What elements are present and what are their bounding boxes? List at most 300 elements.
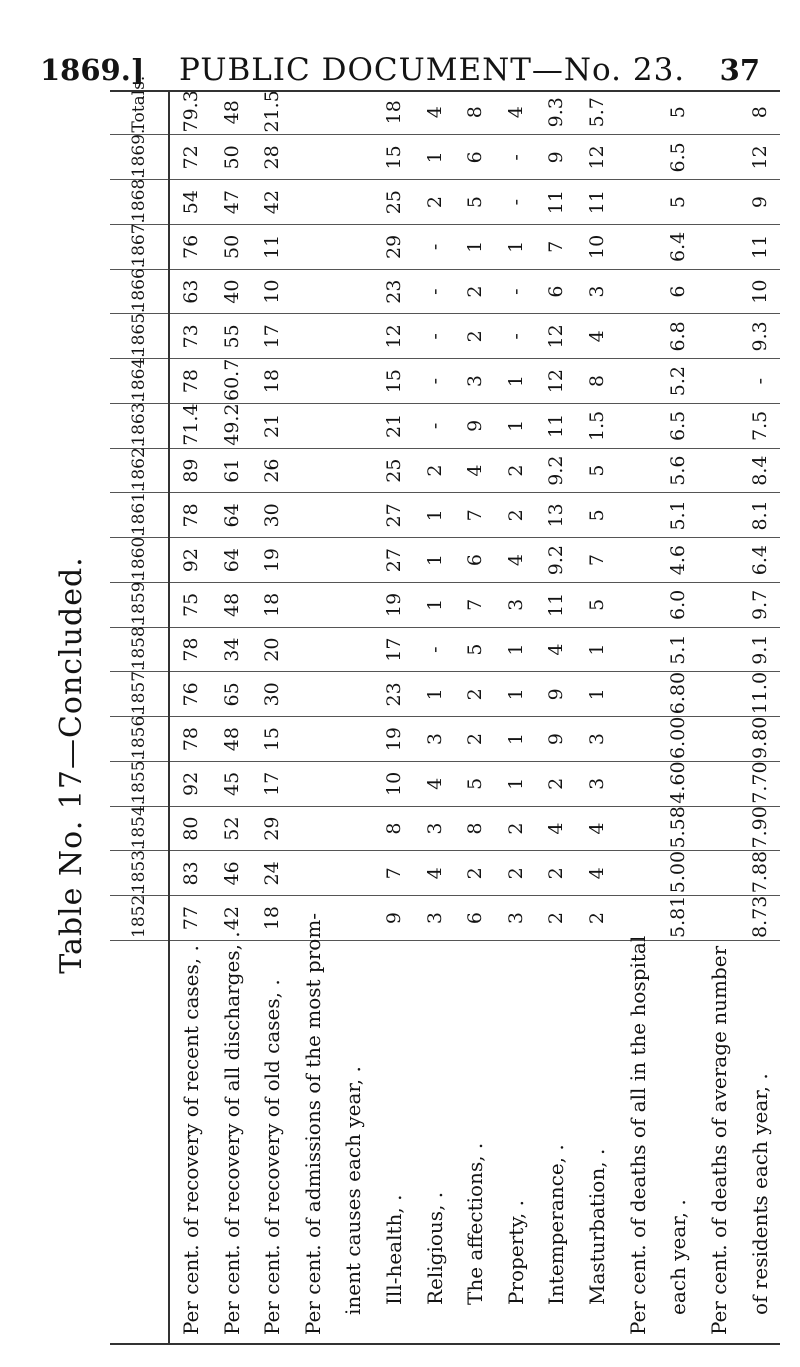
table-cell: 3 (577, 762, 618, 807)
table-cell (699, 225, 740, 270)
table-cell: 12 (577, 135, 618, 180)
table-cell: 5.7 (577, 90, 618, 135)
table-cell: 89 (169, 448, 211, 493)
year-column-header: 1855. (110, 762, 169, 807)
table-cell: 29 (374, 225, 415, 270)
table-cell (617, 135, 658, 180)
table-cell: 25 (374, 180, 415, 225)
table-cell: 7 (455, 493, 496, 538)
table-cell: 12 (374, 314, 415, 359)
table-cell: 42 (211, 896, 252, 941)
table-cell: 4 (414, 90, 455, 135)
table-cell: 7.90 (739, 806, 780, 851)
table-cell: 5.2 (658, 359, 699, 404)
row-label: inent causes each year, . (341, 1066, 366, 1315)
year-column-header: 1865. (110, 314, 169, 359)
table-cell: 48 (211, 717, 252, 762)
table-cell: 78 (169, 493, 211, 538)
table-cell: 5.1 (658, 493, 699, 538)
table-cell: 2 (455, 314, 496, 359)
table-cell (333, 538, 374, 583)
table-cell: 11 (577, 180, 618, 225)
row-label: Per cent. of recovery of recent cases, . (178, 945, 203, 1335)
table-cell: 80 (169, 806, 211, 851)
table-cell (293, 314, 334, 359)
row-label: Per cent. of recovery of all discharges, . (219, 931, 244, 1335)
table-cell (293, 851, 334, 896)
table-cell: 17 (374, 627, 415, 672)
table-cell (699, 717, 740, 762)
table-cell: - (496, 180, 537, 225)
table-cell: 20 (252, 627, 293, 672)
table-cell: 9 (536, 717, 577, 762)
table-cell: 2 (455, 269, 496, 314)
table-cell: 2 (414, 448, 455, 493)
table-cell: 3 (577, 717, 618, 762)
table-cell: - (414, 359, 455, 404)
table-cell: 3 (577, 269, 618, 314)
row-label: Per cent. of deaths of all in the hospital (625, 935, 650, 1335)
table-cell: 40 (211, 269, 252, 314)
table-cell: 63 (169, 269, 211, 314)
table-cell: 1 (496, 404, 537, 449)
table-cell (293, 359, 334, 404)
header-page-number: 37 (719, 53, 760, 87)
table-cell: 7 (455, 583, 496, 628)
row-label: Per cent. of admissions of the most prom- (300, 912, 325, 1335)
table-cell (617, 225, 658, 270)
header-year: 1869.] (40, 53, 145, 87)
table-cell: 4 (455, 448, 496, 493)
table-cell (699, 359, 740, 404)
table-cell: 9.3 (536, 90, 577, 135)
table-cell: 9.3 (739, 314, 780, 359)
table-cell: 76 (169, 225, 211, 270)
table-cell: 11 (739, 225, 780, 270)
table-cell (333, 135, 374, 180)
year-column-header: 1859. (110, 583, 169, 628)
table-cell: 78 (169, 717, 211, 762)
table-cell: 77 (169, 896, 211, 941)
table-cell: 2 (536, 896, 577, 941)
table-cell: 5 (577, 448, 618, 493)
table-cell: 27 (374, 493, 415, 538)
table-cell: 8 (374, 806, 415, 851)
table-cell: 1 (414, 583, 455, 628)
table-cell (699, 896, 740, 941)
table-cell: 11 (536, 180, 577, 225)
table-row (536, 90, 577, 1345)
table-cell (333, 493, 374, 538)
table-cell (293, 806, 334, 851)
table-cell: 19 (374, 717, 415, 762)
table-cell: 4 (496, 538, 537, 583)
row-label: Masturbation, . (585, 1148, 610, 1305)
table-cell: 50 (211, 225, 252, 270)
table-cell: 64 (211, 493, 252, 538)
table-cell: 1 (414, 538, 455, 583)
row-label: each year, . (666, 1199, 691, 1315)
table-row (496, 90, 537, 1345)
table-cell: 1 (577, 627, 618, 672)
table-cell (333, 404, 374, 449)
table-cell: 6 (455, 538, 496, 583)
table-cell (293, 627, 334, 672)
table-cell: 9.2 (536, 448, 577, 493)
table-cell: 61 (211, 448, 252, 493)
table-cell: 17 (252, 314, 293, 359)
table-cell: 75 (169, 583, 211, 628)
table-cell: 6.4 (658, 225, 699, 270)
table-cell: 9 (536, 672, 577, 717)
table-cell: 12 (536, 314, 577, 359)
table-cell (293, 717, 334, 762)
table-cell: 6.5 (658, 135, 699, 180)
table-cell (617, 269, 658, 314)
table-cell: 3 (414, 806, 455, 851)
table-cell: 8.1 (739, 493, 780, 538)
year-column-header: 1857. (110, 672, 169, 717)
table-cell: 60.7 (211, 359, 252, 404)
table-cell (617, 493, 658, 538)
table-cell: 6 (455, 135, 496, 180)
table-cell: 7 (536, 225, 577, 270)
year-column-header: 1860. (110, 538, 169, 583)
table-cell: 6 (536, 269, 577, 314)
table-cell: 21 (374, 404, 415, 449)
year-column-header: 1869. (110, 135, 169, 180)
table-cell (333, 90, 374, 135)
table-cell: 5.58 (658, 806, 699, 851)
table-cell: 1.5 (577, 404, 618, 449)
table-cell (617, 538, 658, 583)
table-cell: 47 (211, 180, 252, 225)
table-cell (333, 762, 374, 807)
table-cell: 1 (414, 672, 455, 717)
table-cell: 5 (577, 493, 618, 538)
table-cell: 4 (496, 90, 537, 135)
table-cell: 5 (658, 90, 699, 135)
table-cell: 30 (252, 493, 293, 538)
table-cell: 6 (455, 896, 496, 941)
table-cell: 92 (169, 762, 211, 807)
table-cell (617, 404, 658, 449)
table-cell (617, 583, 658, 628)
table-cell: 7 (374, 851, 415, 896)
table-cell: 10 (252, 269, 293, 314)
table-cell: 5.6 (658, 448, 699, 493)
table-cell: - (739, 359, 780, 404)
table-cell: 4.60 (658, 762, 699, 807)
row-label: Per cent. of recovery of old cases, . (260, 979, 285, 1335)
table-cell: 1 (414, 493, 455, 538)
table-cell (293, 180, 334, 225)
row-label: Intemperance, . (544, 1144, 569, 1305)
table-cell: 45 (211, 762, 252, 807)
table-row (293, 90, 334, 1345)
table-body (169, 90, 780, 1345)
table-cell: 65 (211, 672, 252, 717)
table-cell: 17 (252, 762, 293, 807)
table-cell: 6.00 (658, 717, 699, 762)
table-cell: 28 (252, 135, 293, 180)
table-row (252, 90, 293, 1345)
table-cell: 10 (739, 269, 780, 314)
table-cell: 34 (211, 627, 252, 672)
table-cell: 1 (414, 135, 455, 180)
table-cell: 1 (496, 627, 537, 672)
table-cell: 52 (211, 806, 252, 851)
table-cell: 23 (374, 269, 415, 314)
table-row (455, 90, 496, 1345)
table-cell (333, 806, 374, 851)
table-cell: 2 (496, 851, 537, 896)
table-cell: 5.00 (658, 851, 699, 896)
table-cell: 4 (414, 762, 455, 807)
table-cell (699, 493, 740, 538)
table-cell (699, 90, 740, 135)
table-cell: 8 (739, 90, 780, 135)
table-cell: 18 (374, 90, 415, 135)
table-cell: 23 (374, 672, 415, 717)
table-cell: 5.81 (658, 896, 699, 941)
table-cell: 72 (169, 135, 211, 180)
table-row (577, 90, 618, 1345)
table-cell (293, 90, 334, 135)
table-cell: 12 (536, 359, 577, 404)
table-cell: 5 (577, 583, 618, 628)
table-cell: 46 (211, 851, 252, 896)
table-cell: 21.5 (252, 90, 293, 135)
table-cell: 9 (536, 135, 577, 180)
table-cell (333, 896, 374, 941)
table-cell: 92 (169, 538, 211, 583)
table-cell (293, 225, 334, 270)
table-cell: 7.88 (739, 851, 780, 896)
table-cell: 10 (374, 762, 415, 807)
table-cell (333, 225, 374, 270)
table-cell: 1 (496, 225, 537, 270)
table-cell: 21 (252, 404, 293, 449)
table-row (739, 90, 780, 1345)
table-cell: 1 (496, 672, 537, 717)
table-cell (293, 672, 334, 717)
table-cell: 8 (577, 359, 618, 404)
table-cell: - (496, 135, 537, 180)
table-cell: 9 (374, 896, 415, 941)
table-row (658, 90, 699, 1345)
table-cell: 1 (496, 762, 537, 807)
table-cell (333, 269, 374, 314)
table-cell: 19 (252, 538, 293, 583)
table-cell (293, 583, 334, 628)
row-label: Per cent. of deaths of average number (706, 945, 731, 1335)
year-column-header: 1868. (110, 180, 169, 225)
table-cell: 15 (374, 359, 415, 404)
table-cell (699, 135, 740, 180)
table-cell: 78 (169, 359, 211, 404)
table-cell (617, 672, 658, 717)
table-cell: 2 (455, 851, 496, 896)
table-cell (699, 314, 740, 359)
table-cell: 9.1 (739, 627, 780, 672)
table-cell: 73 (169, 314, 211, 359)
table-cell: 29 (252, 806, 293, 851)
table-cell (699, 404, 740, 449)
table-cell (293, 762, 334, 807)
table-row (699, 90, 740, 1345)
table-cell (293, 269, 334, 314)
table-cell: 11 (252, 225, 293, 270)
table-cell: 3 (414, 896, 455, 941)
table-cell (617, 448, 658, 493)
table-row (333, 90, 374, 1345)
table-cell: 2 (455, 717, 496, 762)
table-cell: - (414, 269, 455, 314)
table-cell (699, 806, 740, 851)
year-column-header: 1858. (110, 627, 169, 672)
year-column-header: Totals. (110, 90, 169, 135)
table-cell (699, 627, 740, 672)
table-cell: 2 (496, 448, 537, 493)
table-cell: - (414, 627, 455, 672)
table-cell: - (414, 314, 455, 359)
table-cell (293, 493, 334, 538)
table-cell: 5 (455, 180, 496, 225)
table-cell (333, 672, 374, 717)
table-cell: 9 (455, 404, 496, 449)
table-cell (617, 896, 658, 941)
table-cell: 79.3 (169, 90, 211, 135)
table-cell: 54 (169, 180, 211, 225)
table-header-row (110, 90, 169, 1345)
table-row (211, 90, 252, 1345)
table-cell: 18 (252, 583, 293, 628)
table-cell: 6 (658, 269, 699, 314)
table-cell: 48 (211, 90, 252, 135)
table-cell: 2 (577, 896, 618, 941)
row-label: Religious, . (422, 1191, 447, 1305)
table-title: Table No. 17—Concluded. (53, 556, 89, 974)
table-cell: 55 (211, 314, 252, 359)
table-cell: 7.70 (739, 762, 780, 807)
table-cell: 1 (455, 225, 496, 270)
table-cell: 3 (496, 583, 537, 628)
table-cell: 6.80 (658, 672, 699, 717)
table-cell: 3 (414, 717, 455, 762)
table-cell (617, 359, 658, 404)
year-column-header: 1864. (110, 359, 169, 404)
table-row (169, 90, 211, 1345)
table-cell (699, 583, 740, 628)
table-cell: 6.8 (658, 314, 699, 359)
table-cell (333, 627, 374, 672)
table-cell (699, 448, 740, 493)
table-cell: 4 (577, 806, 618, 851)
table-cell: 18 (252, 896, 293, 941)
table-cell: 3 (455, 359, 496, 404)
table-cell (293, 448, 334, 493)
table-cell: 8 (455, 806, 496, 851)
table-cell: 13 (536, 493, 577, 538)
table-cell: 19 (374, 583, 415, 628)
table-cell: 5 (658, 180, 699, 225)
table-cell (333, 180, 374, 225)
table-cell: 2 (496, 806, 537, 851)
table-cell: 2 (414, 180, 455, 225)
table-cell: 10 (577, 225, 618, 270)
table-cell: 4 (414, 851, 455, 896)
table-cell (617, 314, 658, 359)
table-cell: 11.0 (739, 672, 780, 717)
table-cell: 2 (536, 762, 577, 807)
table-cell: 76 (169, 672, 211, 717)
table-cell: 83 (169, 851, 211, 896)
table-cell: 78 (169, 627, 211, 672)
table-cell: 5 (455, 627, 496, 672)
row-label: of residents each year, . (747, 1073, 772, 1315)
table-cell: 2 (455, 672, 496, 717)
table-cell: 42 (252, 180, 293, 225)
table-cell: 4 (536, 627, 577, 672)
table-cell: 64 (211, 538, 252, 583)
table-cell: 6.4 (739, 538, 780, 583)
table-row (617, 90, 658, 1345)
year-column-header: 1866. (110, 269, 169, 314)
table-cell: 18 (252, 359, 293, 404)
table-cell: - (496, 314, 537, 359)
year-column-header: 1854. (110, 806, 169, 851)
table-cell: 9.80 (739, 717, 780, 762)
table-cell: - (496, 269, 537, 314)
statistics-table-frame (110, 75, 780, 1345)
table-cell: - (414, 225, 455, 270)
table-cell: 5.1 (658, 627, 699, 672)
year-column-header: 1852. (110, 896, 169, 941)
table-cell: 27 (374, 538, 415, 583)
year-column-header: 1853. (110, 851, 169, 896)
table-cell: 4 (577, 314, 618, 359)
table-cell (699, 851, 740, 896)
row-label: The affections, . (463, 1142, 488, 1305)
table-cell: 9.7 (739, 583, 780, 628)
table-cell (699, 672, 740, 717)
table-cell: 7.5 (739, 404, 780, 449)
year-column-header: 1856. (110, 717, 169, 762)
table-cell: 4 (577, 851, 618, 896)
row-label: Property, . (503, 1199, 528, 1305)
table-cell: 26 (252, 448, 293, 493)
table-cell (699, 538, 740, 583)
table-cell (617, 90, 658, 135)
table-cell (293, 538, 334, 583)
table-cell: 15 (374, 135, 415, 180)
table-cell (617, 180, 658, 225)
table-cell: 30 (252, 672, 293, 717)
header-title: PUBLIC DOCUMENT—No. 23. (179, 52, 686, 88)
table-row (414, 90, 455, 1345)
table-cell: 50 (211, 135, 252, 180)
table-cell: 15 (252, 717, 293, 762)
table-row (374, 90, 415, 1345)
table-cell (293, 404, 334, 449)
table-cell: 24 (252, 851, 293, 896)
year-column-header: 1867. (110, 225, 169, 270)
table-cell: 3 (496, 896, 537, 941)
table-cell: 1 (496, 359, 537, 404)
table-cell: 4.6 (658, 538, 699, 583)
table-cell: 49.2 (211, 404, 252, 449)
